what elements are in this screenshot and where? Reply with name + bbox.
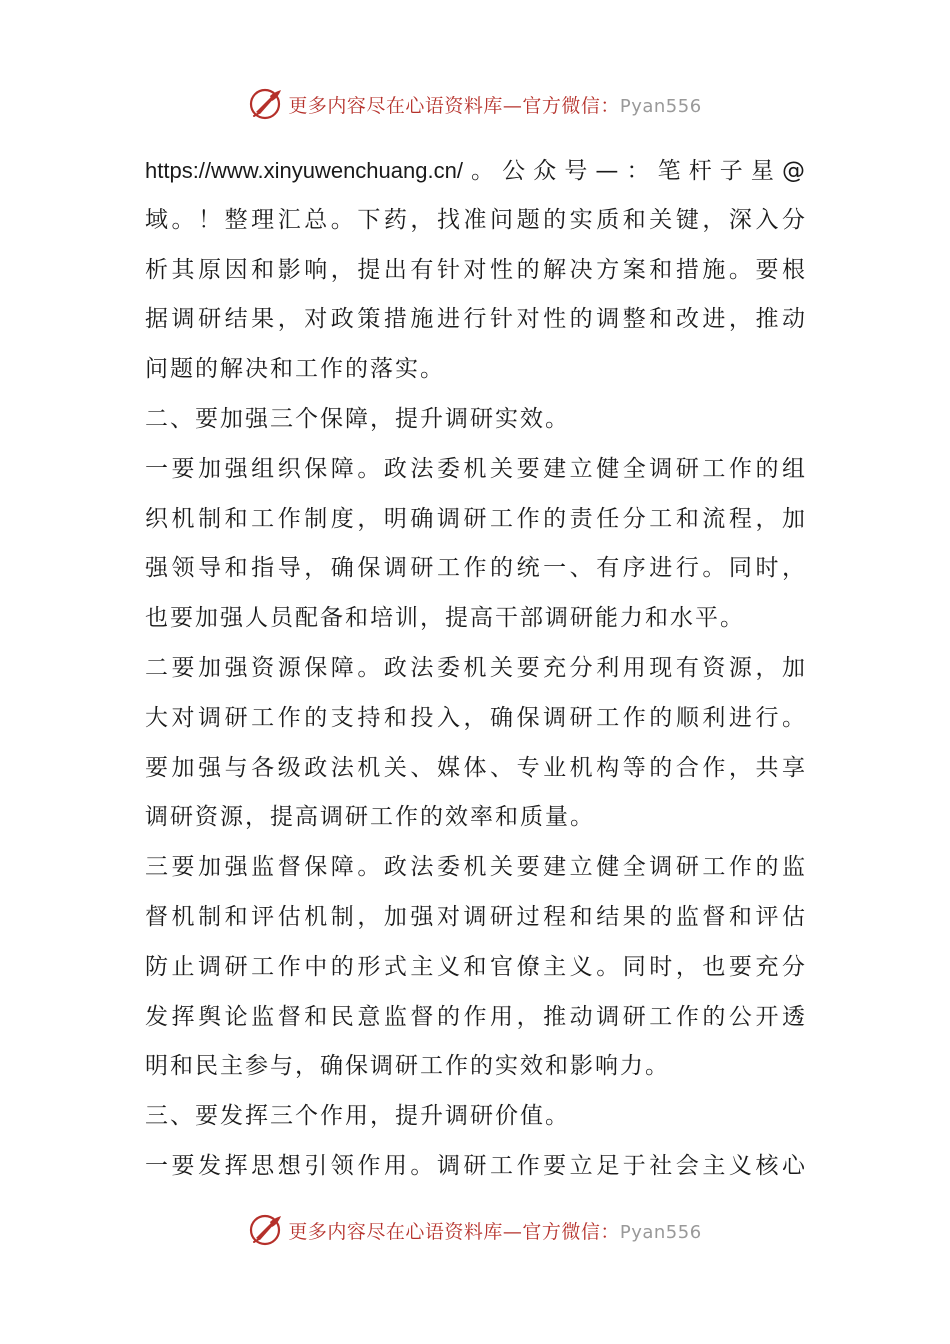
text-line bbox=[145, 146, 805, 196]
section-heading: 二、要加强三个保障，提升调研实效。 bbox=[145, 405, 570, 432]
text-line: 防止调研工作中的形式主义和官僚主义。同时，也要充分 bbox=[145, 953, 805, 980]
banner-wechat-id: Pyan556 bbox=[619, 1221, 702, 1243]
text-line: 调研资源，提高调研工作的效率和质量。 bbox=[145, 804, 595, 831]
footer-banner bbox=[0, 1208, 950, 1252]
text-line: 要加强与各级政法机关、媒体、专业机构等的合作，共享 bbox=[145, 754, 805, 781]
text-line: 二要加强资源保障。政法委机关要充分利用现有资源，加 bbox=[145, 654, 805, 681]
text-line: 大对调研工作的支持和投入，确保调研工作的顺利进行。 bbox=[145, 704, 805, 731]
text-line: 析其原因和影响，提出有针对性的解决方案和措施。要根 bbox=[145, 256, 805, 283]
text-line: 发挥舆论监督和民意监督的作用，推动调研工作的公开透 bbox=[145, 1003, 805, 1030]
text-line: 域。！整理汇总。下药，找准问题的实质和关键，深入分 bbox=[145, 206, 805, 233]
banner-wechat-id: Pyan556 bbox=[619, 95, 702, 117]
banner-title bbox=[288, 91, 701, 118]
text-line: 三要加强监督保障。政法委机关要建立健全调研工作的监 bbox=[145, 854, 805, 881]
text-line: 也要加强人员配备和培训，提高干部调研能力和水平。 bbox=[145, 605, 745, 632]
text-line-content: 。公众号—：笔杆子星@ bbox=[462, 158, 805, 184]
header-banner bbox=[0, 82, 950, 126]
text-line: 督机制和评估机制，加强对调研过程和结果的监督和评估 bbox=[145, 903, 805, 930]
section-heading: 三、要发挥三个作用，提升调研价值。 bbox=[145, 1103, 570, 1130]
text-line: 强领导和指导，确保调研工作的统一、有序进行。同时， bbox=[145, 555, 805, 582]
text-line: 一要发挥思想引领作用。调研工作要立足于社会主义核心 bbox=[145, 1152, 805, 1179]
banner-main-text: 更多内容尽在心语资料库—官方微信： bbox=[288, 1220, 620, 1243]
quill-pen-logo-icon bbox=[248, 1212, 284, 1248]
banner-main-text: 更多内容尽在心语资料库—官方微信： bbox=[288, 94, 620, 117]
text-line: 问题的解决和工作的落实。 bbox=[145, 356, 445, 383]
text-line: 明和民主参与，确保调研工作的实效和影响力。 bbox=[145, 1053, 670, 1080]
text-line: 一要加强组织保障。政法委机关要建立健全调研工作的组 bbox=[145, 455, 805, 482]
document-body bbox=[145, 146, 805, 1192]
text-line: 据调研结果，对政策措施进行针对性的调整和改进，推动 bbox=[145, 306, 805, 333]
text-line: 织机制和工作制度，明确调研工作的责任分工和流程，加 bbox=[145, 505, 805, 532]
website-link[interactable]: https://www.xinyuwenchuang.cn/ bbox=[145, 158, 463, 183]
banner-title bbox=[288, 1217, 701, 1244]
quill-pen-logo-icon bbox=[248, 86, 284, 122]
